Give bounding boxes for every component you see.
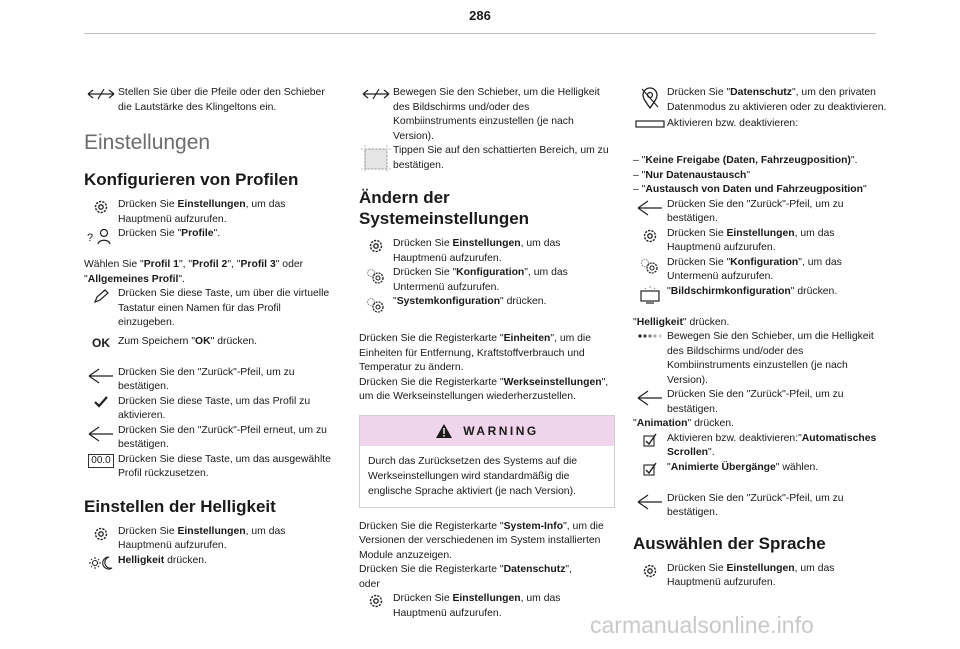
step-brightness: Helligkeit drücken.	[84, 554, 334, 581]
section-title: Einstellungen	[84, 131, 211, 154]
gear-icon	[633, 227, 667, 254]
animation-text: "Animation" drücken.	[633, 418, 734, 429]
profile-icon	[84, 227, 118, 254]
ok-icon: OK	[92, 335, 110, 350]
step-privacy: Drücken Sie "Datenschutz", um den privaten Datenmodus zu aktivieren oder zu deaktivieren.	[633, 86, 889, 117]
warning-title: WARNING	[463, 423, 539, 438]
step-auto-scroll: Aktivieren bzw. deaktivieren:"Automatisches Scrollen".	[633, 432, 889, 461]
warning-box	[359, 415, 615, 508]
option-data-position: – "Austausch von Daten und Fahrzeugposition"	[633, 184, 867, 195]
step-transitions: "Animierte Übergänge" wählen.	[633, 461, 889, 488]
step-configuration: Drücken Sie "Konfiguration", um das Untermenü aufzurufen.	[359, 266, 615, 295]
step-toggle: Aktivieren bzw. deaktivieren:	[633, 117, 889, 144]
gear-icon	[84, 525, 118, 552]
heading-language: Auswählen der Sprache	[633, 533, 826, 553]
column-1	[84, 86, 334, 581]
back-arrow-icon	[633, 492, 667, 519]
step-back-2: Drücken Sie den "Zurück"-Pfeil erneut, um zu bestätigen.	[84, 424, 334, 453]
warning-header	[360, 416, 614, 446]
step-back-1: Drücken Sie den "Zurück"-Pfeil, um zu bestätigen.	[84, 366, 334, 395]
location-privacy-icon	[633, 86, 667, 117]
step-brightness-slider: Bewegen Sie den Schieber, um die Helligkeit des Bildschirms und/oder des Kombiinstruments einzustellen (je nach Version).	[633, 330, 889, 388]
reset-icon: 00.0	[84, 453, 118, 480]
option-data-only: – "Nur Datenaustausch"	[633, 169, 751, 181]
step-privacy-settings: Drücken Sie Einstellungen, um das Hauptmenü aufzurufen.	[359, 592, 615, 621]
slider-arrows-icon	[84, 86, 118, 113]
column-2	[359, 86, 615, 621]
page-number: 286	[469, 8, 491, 23]
checkbox-icon	[633, 461, 667, 488]
step-activate: Drücken Sie diese Taste, um das Profil zu aktivieren.	[84, 395, 334, 424]
brightness-press-text: "Helligkeit" drücken.	[633, 316, 730, 328]
heading-system: Ändern der Systemeinstellungen	[359, 188, 530, 228]
step-brightness-settings: Drücken Sie Einstellungen, um das Hauptmenü aufzurufen.	[84, 525, 334, 554]
heading-brightness: Einstellen der Helligkeit	[84, 496, 276, 516]
toggle-bar-icon	[633, 117, 667, 144]
warning-icon	[435, 423, 453, 439]
gear-icon	[84, 198, 118, 225]
step-display-settings: Drücken Sie Einstellungen, um das Hauptmenü aufzurufen.	[633, 227, 889, 256]
gears-config-icon	[633, 256, 667, 283]
privacy-tab-text: Drücken Sie die Registerkarte "Datenschutz",	[359, 564, 572, 575]
warning-text: Durch das Zurücksetzen des Systems auf die Werkseinstellungen wird standardmäßig die englische Sprache aktiviert (je nach Version).	[368, 455, 578, 497]
back-arrow-icon	[84, 424, 118, 451]
step-screen-config: "Bildschirmkonfiguration" drücken.	[633, 285, 889, 312]
step-ok: OK Zum Speichern "OK" drücken.	[84, 335, 334, 362]
shaded-area-icon	[359, 144, 393, 175]
back-arrow-icon	[633, 198, 667, 225]
gears-config-icon	[359, 295, 393, 322]
slider-arrows-icon	[359, 86, 393, 113]
watermark: carmanualsonline.info	[590, 612, 814, 638]
sun-moon-icon	[84, 554, 118, 581]
checkbox-icon	[633, 432, 667, 459]
or-text: oder	[359, 578, 380, 590]
step-system-config: "Systemkonfiguration" drücken.	[359, 295, 615, 322]
svg-text:?: ?	[87, 232, 94, 244]
step-keyboard: Drücken Sie diese Taste, um über die virtuelle Tastatur einen Namen für das Profil einzugeben.	[84, 287, 334, 331]
sysinfo-text: Drücken Sie die Registerkarte "System-Info", um die Versionen der verschiedenen im System installierten Module anzuzeigen.	[359, 520, 604, 561]
factory-text: Drücken Sie die Registerkarte "Werkseinstellungen", um die Werkseinstellungen wiederherzustellen.	[359, 376, 609, 402]
units-text: Drücken Sie die Registerkarte "Einheiten", um die Einheiten für Entfernung, Kraftstoffverbrauch und Temperatur zu ändern.	[359, 333, 592, 373]
gear-icon	[359, 237, 393, 264]
step-slider: Bewegen Sie den Schieber, um die Helligkeit des Bildschirms und/oder des Kombiinstruments einzustellen (je nach Version).	[359, 86, 615, 144]
step-back-5: Drücken Sie den "Zurück"-Pfeil, um zu bestätigen.	[633, 492, 889, 521]
back-arrow-icon	[84, 366, 118, 393]
gears-config-icon	[359, 266, 393, 293]
step-display-config: Drücken Sie "Konfiguration", um das Untermenü aufzurufen.	[633, 256, 889, 285]
column-3	[633, 86, 889, 591]
back-arrow-icon	[633, 388, 667, 415]
step-language-settings: Drücken Sie Einstellungen, um das Hauptmenü aufzurufen.	[633, 562, 889, 591]
checkmark-icon	[84, 395, 118, 422]
gear-icon	[633, 562, 667, 589]
step-system-settings: Drücken Sie Einstellungen, um das Hauptmenü aufzurufen.	[359, 237, 615, 266]
header-rule	[84, 33, 876, 34]
intro-row	[84, 86, 334, 115]
step-shaded: Tippen Sie auf den schattierten Bereich, um zu bestätigen.	[359, 144, 615, 175]
dot-slider-icon	[633, 330, 667, 357]
step-profiles: ? Drücken Sie "Profile".	[84, 227, 334, 254]
step-back-4: Drücken Sie den "Zurück"-Pfeil, um zu bestätigen.	[633, 388, 889, 417]
step-settings: Drücken Sie Einstellungen, um das Hauptmenü aufzurufen.	[84, 198, 334, 227]
step-reset: 00.0 Drücken Sie diese Taste, um das ausgewählte Profil rückzusetzen.	[84, 453, 334, 482]
option-no-sharing: – "Keine Freigabe (Daten, Fahrzeugposition)".	[633, 155, 858, 166]
pencil-icon	[84, 287, 118, 314]
screen-icon	[633, 285, 667, 312]
step-back-3: Drücken Sie den "Zurück"-Pfeil, um zu bestätigen.	[633, 198, 889, 227]
gear-icon	[359, 592, 393, 619]
choose-profile-text: Wählen Sie "Profil 1", "Profil 2", "Profil 3" oder "Allgemeines Profil".	[84, 259, 304, 285]
intro-text: Stellen Sie über die Pfeile oder den Schieber die Lautstärke des Klingeltons ein.	[118, 87, 325, 113]
heading-profiles: Konfigurieren von Profilen	[84, 170, 299, 189]
